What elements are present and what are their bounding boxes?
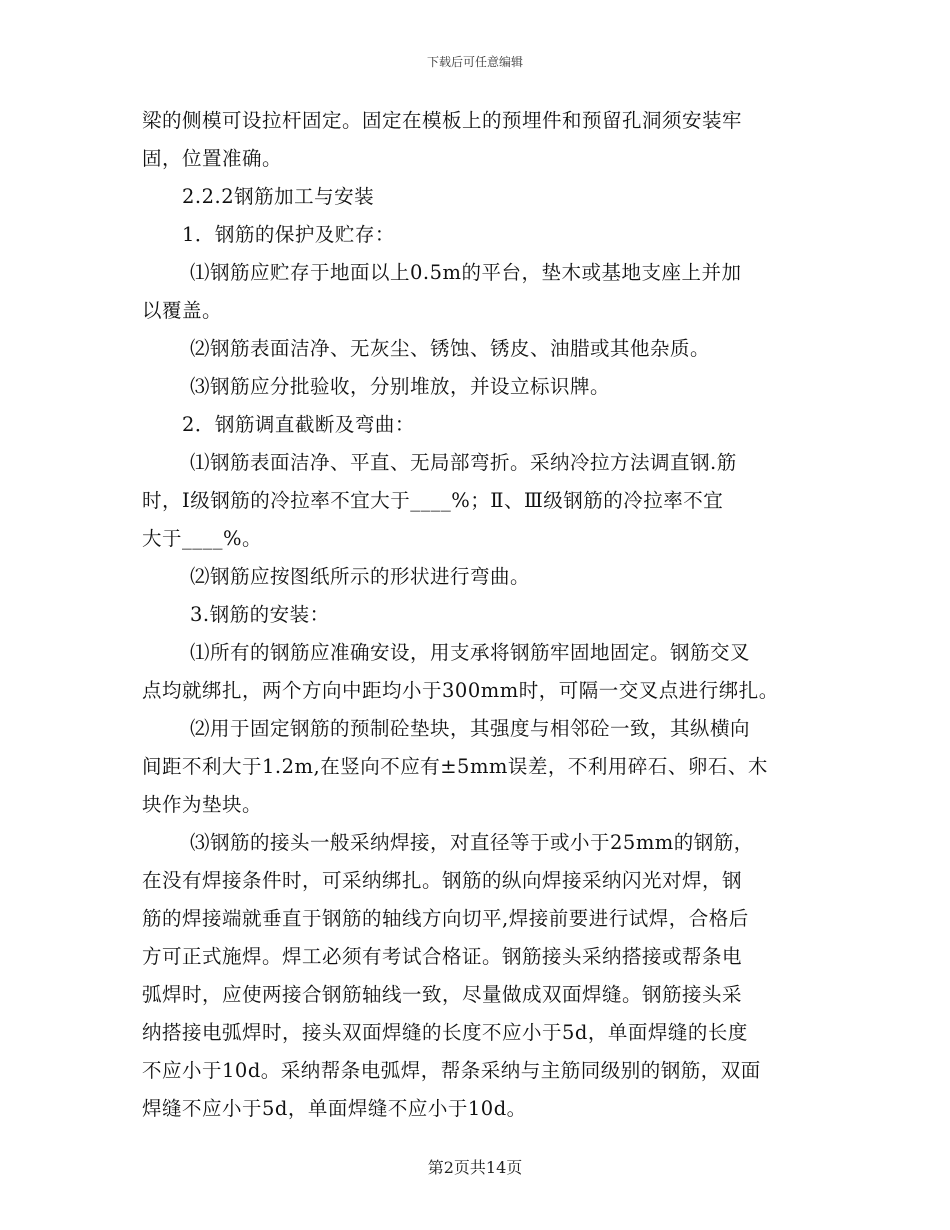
text-line: 块作为垫块。 [142,793,263,816]
text-line: 弧焊时，应使两接合钢筋轴线一致，尽量做成双面焊缝。钢筋接头采 [142,983,743,1006]
text-line: ⑴钢筋应贮存于地面以上0.5m的平台，垫木或基地支座上并加 [190,261,742,284]
text-line: 大于____%。 [142,527,263,550]
document-body [142,102,812,1128]
text-line: 在没有焊接条件时，可采纳绑扎。钢筋的纵向焊接采纳闪光对焊，钢 [142,869,743,892]
text-line: ⑴钢筋表面洁净、平直、无局部弯折。采纳冷拉方法调直钢.筋 [190,451,737,474]
text-line: 方可正式施焊。焊工必须有考试合格证。钢筋接头采纳搭接或帮条电 [142,945,743,968]
page-header: 下载后可任意编辑 [426,55,523,69]
text-line: ⑵用于固定钢筋的预制砼垫块，其强度与相邻砼一致，其纵横向 [190,717,751,740]
text-line: 时，Ⅰ级钢筋的冷拉率不宜大于____%；Ⅱ、Ⅲ级钢筋的冷拉率不宜 [142,489,724,512]
text-line: ⑴所有的钢筋应准确安设，用支承将钢筋牢固地固定。钢筋交叉 [190,641,751,664]
text-line: ⑶钢筋的接头一般采纳焊接，对直径等于或小于25mm的钢筋， [190,831,754,854]
text-line: ⑵钢筋表面洁净、无灰尘、锈蚀、锈皮、油腊或其他杂质。 [190,337,711,360]
text-line: 间距不利大于1.2m,在竖向不应有±5mm误差，不利用碎石、卵石、木 [142,755,768,778]
subsection-heading: 1．钢筋的保护及贮存： [182,223,395,246]
text-line: 焊缝不应小于5d，单面焊缝不应小于10d。 [142,1097,527,1120]
section-heading: 2.2.2钢筋加工与安装 [182,185,375,208]
page-footer: 第2页共14页 [427,1158,523,1177]
text-line: 以覆盖。 [142,299,223,322]
text-line: 不应小于10d。采纳帮条电弧焊，帮条采纳与主筋同级别的钢筋，双面 [142,1059,761,1082]
text-line: 纳搭接电弧焊时，接头双面焊缝的长度不应小于5d，单面焊缝的长度 [142,1021,748,1044]
text-line: 点均就绑扎，两个方向中距均小于300mm时，可隔一交叉点进行绑扎。 [142,679,779,702]
text-line: ⑶钢筋应分批验收，分别堆放，并设立标识牌。 [190,375,611,398]
subsection-heading: 3.钢筋的安装： [190,603,330,626]
text-line: 固，位置准确。 [142,147,283,170]
text-line: ⑵钢筋应按图纸所示的形状进行弯曲。 [190,565,531,588]
text-line: 梁的侧模可设拉杆固定。固定在模板上的预埋件和预留孔洞须安装牢 [142,109,743,132]
text-line: 筋的焊接端就垂直于钢筋的轴线方向切平,焊接前要进行试焊，合格后 [142,907,749,930]
subsection-heading: 2．钢筋调直截断及弯曲： [182,413,415,436]
